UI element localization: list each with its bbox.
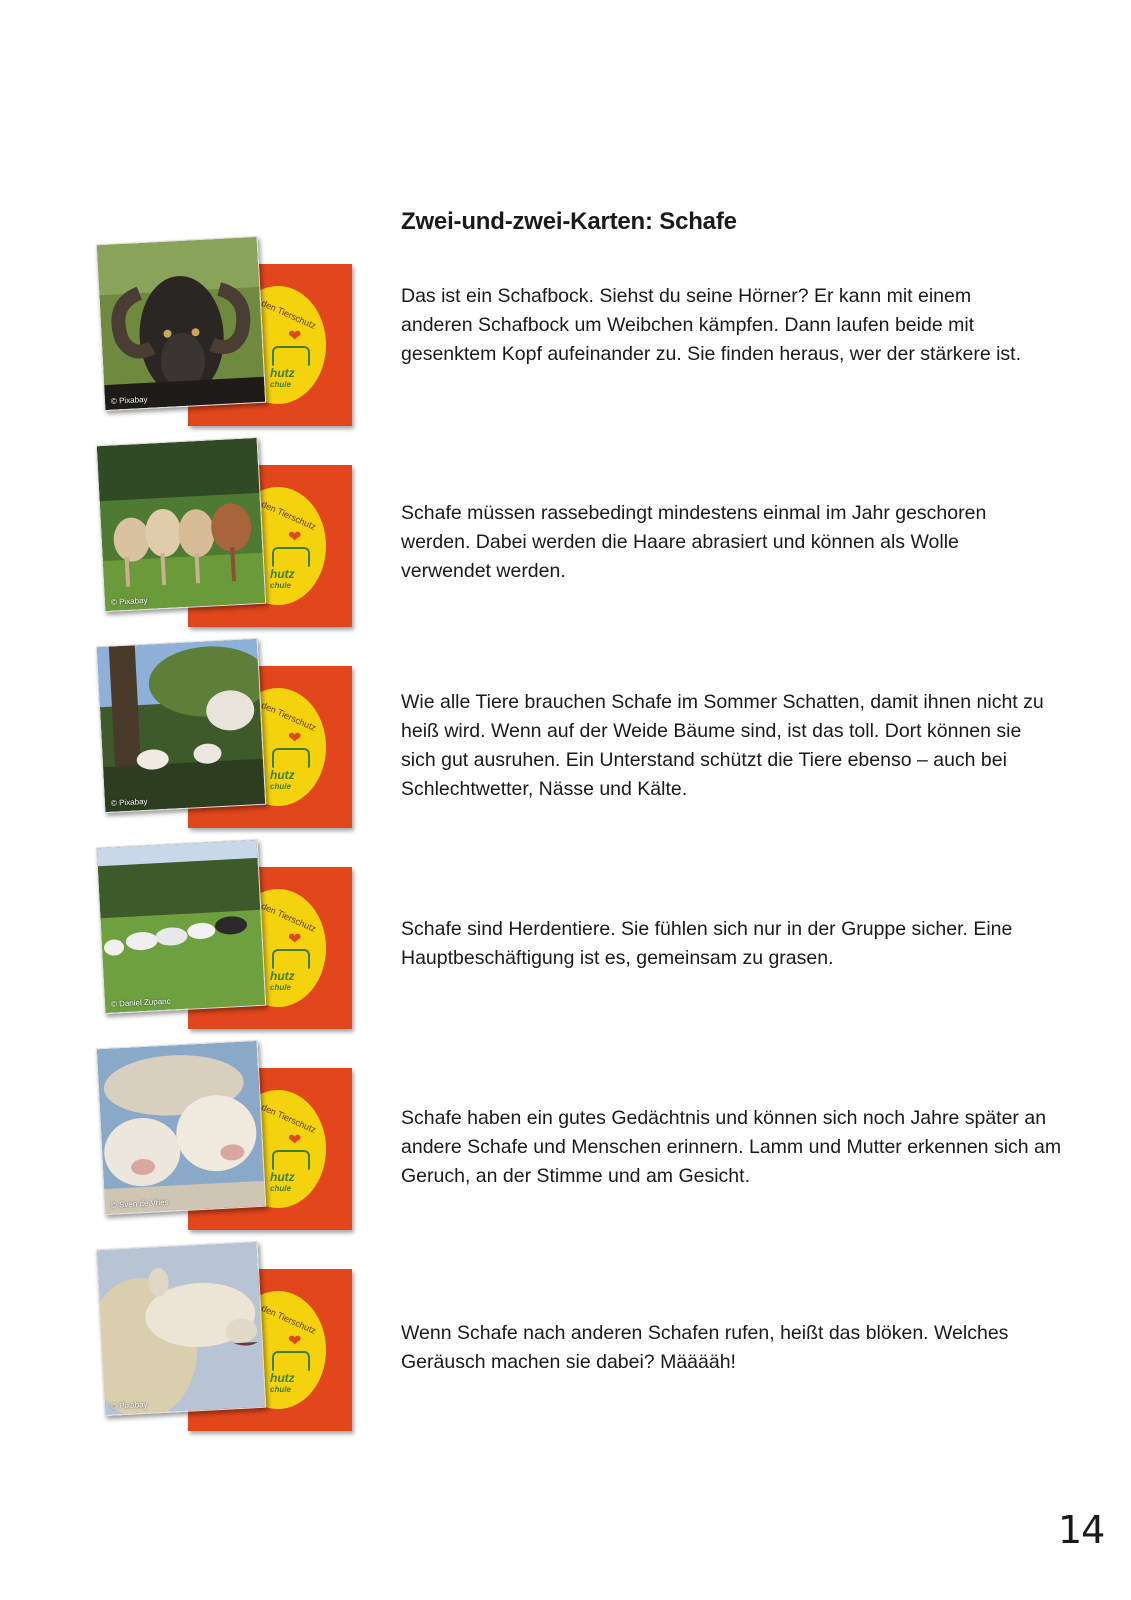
card-pair [100,1036,360,1236]
photo-credit: © Pixabay [110,1399,148,1411]
card-row [0,634,1131,834]
card-photo-sheep-faces [96,1040,267,1215]
card-photo-bleating-sheep [96,1241,267,1416]
tierschutz-logo: den Tierschutz ❤ hutz chule [230,1090,326,1208]
card-description: Schafe müssen rassebedingt mindestens einmal im Jahr geschoren werden. Dabei werden die Haare abrasiert und können als Wolle verwendet werden. [401,502,987,582]
card-photo-sheep-shade [96,638,267,813]
card-description: Schafe haben ein gutes Gedächtnis und können sich noch Jahre später an andere Schafe und Menschen erinnern. Lamm und Mutter erkennen sich am Geruch, an der Stimme und am Gesicht. [401,1107,1062,1187]
card-pair [100,433,360,633]
card-row [0,1237,1131,1437]
card-pair [100,634,360,834]
tierschutz-logo: den Tierschutz ❤ hutz chule [230,1291,326,1409]
card-description: Das ist ein Schafbock. Siehst du seine Hörner? Er kann mit einem anderen Schafbock um Weibchen kämpfen. Dann laufen beide mit gesenktem Kopf aufeinander zu. Sie finden heraus, wer der stärkere ist. [401,285,1022,365]
card-row [0,835,1131,1035]
card-pair [100,232,360,432]
card-pair [100,835,360,1035]
tierschutz-logo: den Tierschutz ❤ hutz chule [230,889,326,1007]
photo-credit: © Pixabay [110,796,148,808]
card-description: Wenn Schafe nach anderen Schafen rufen, heißt das blöken. Welches Geräusch machen sie dabei? Määääh! [401,1322,1009,1373]
tierschutz-logo: den Tierschutz ❤ hutz chule [230,286,326,404]
photo-credit: © Pixabay [110,595,148,607]
card-description: Schafe sind Herdentiere. Sie fühlen sich nur in der Gruppe sicher. Eine Hauptbeschäftigung ist es, gemeinsam zu grasen. [401,918,1013,969]
card-row [0,232,1131,432]
card-photo-herd [96,839,267,1014]
photo-credit: © Daniel Zupanc [110,996,171,1009]
page-number: 14 [1058,1508,1105,1552]
photo-credit: © Pixabay [110,394,148,406]
card-description: Wie alle Tiere brauchen Schafe im Sommer Schatten, damit ihnen nicht zu heiß wird. Wenn auf der Weide Bäume sind, ist das toll. Dort können sie sich gut ausruhen. Ein Unterstand schützt die Tiere ebenso – auch bei Schlechtwetter, Nässe und Kälte. [401,691,1044,800]
card-photo-sheep-group [96,437,267,612]
card-row [0,433,1131,633]
photo-credit: © Sven de Vries [110,1197,169,1210]
tierschutz-logo: den Tierschutz ❤ hutz chule [230,487,326,605]
card-photo-ram [96,236,267,411]
page-title: Zwei-und-zwei-Karten: Schafe [401,208,737,235]
card-row [0,1036,1131,1236]
card-pair [100,1237,360,1437]
tierschutz-logo: den Tierschutz ❤ hutz chule [230,688,326,806]
